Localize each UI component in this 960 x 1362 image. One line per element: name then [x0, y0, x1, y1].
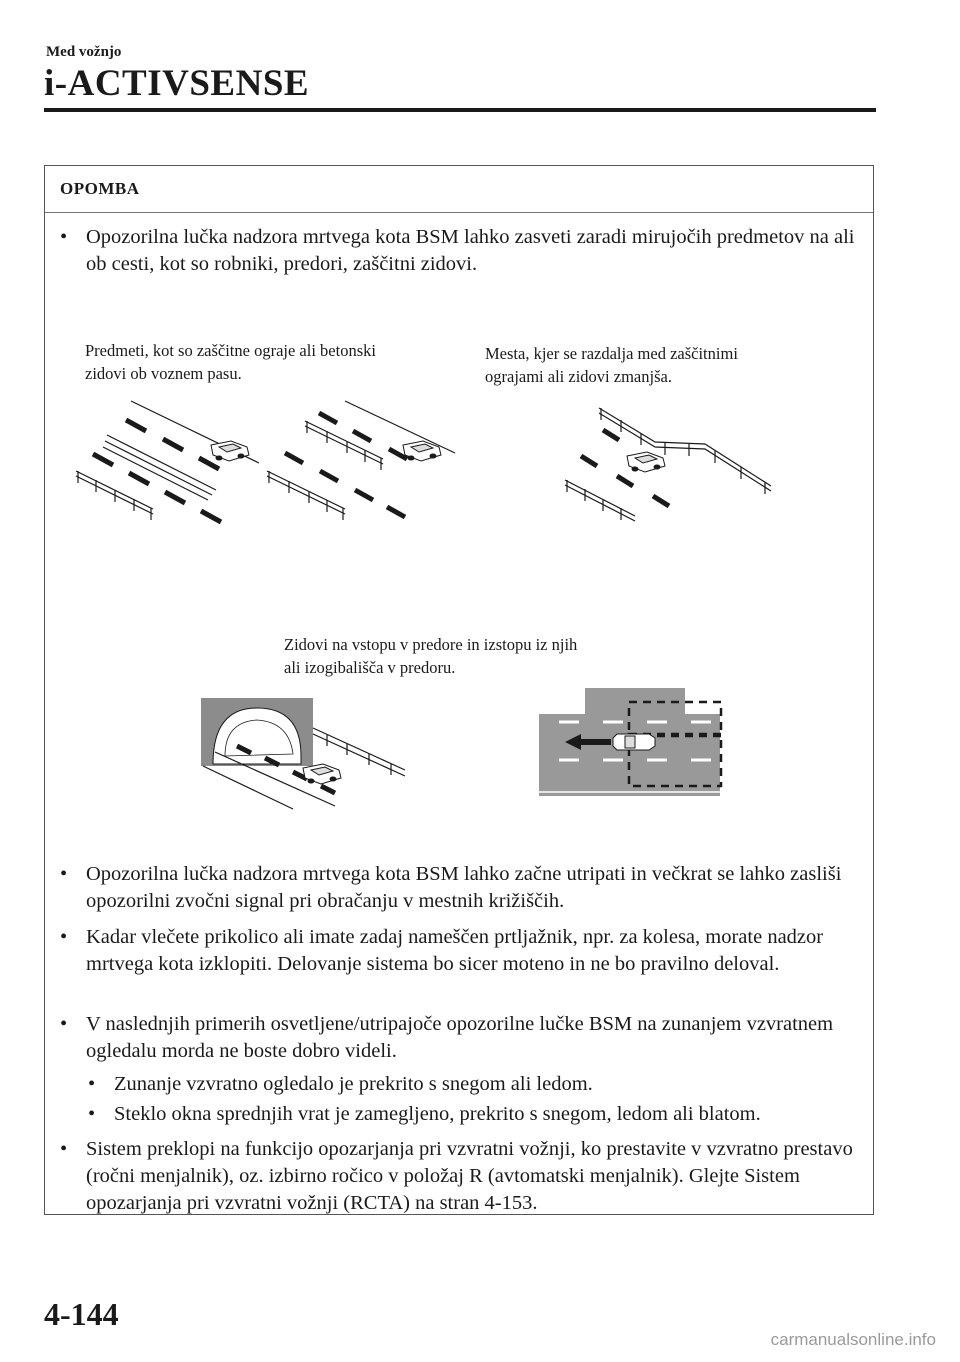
note-bullet-text: Kadar vlečete prikolico ali imate zadaj nameščen prtljažnik, npr. za kolesa, morate nadzor mrtvega kota izklopiti. Delovanje sistema bo sicer moteno in ne bo pravilno deloval.	[86, 926, 824, 975]
page-title: i-ACTIVSENSE	[44, 63, 310, 104]
caption-center-line-1: Zidovi na vstopu v predore in izstopu iz njih	[284, 635, 578, 654]
illustration-roadside-barrier	[71, 401, 261, 521]
note-sub-bullet-text: Zunanje vzvratno ogledalo je prekrito s snegom ali ledom.	[114, 1073, 593, 1095]
caption-right-line-1: Mesta, kjer se razdalja med zaščitnimi	[485, 344, 738, 363]
caption-left-line-2: zidovi ob voznem pasu.	[85, 364, 242, 383]
note-box	[44, 165, 874, 1215]
note-bullet-text: Sistem preklopi na funkcijo opozarjanja pri vzvratni vožnji, ko prestavite v vzvratno prestavo (ročni menjalnik), oz. izbirno ročico v položaj R (avtomatski menjalnik). Glejte Sistem opozarjanja pri vzvratni vožnji (RCTA) na stran 4-153.	[86, 1138, 853, 1214]
caption-center-line-2: ali izogibališča v predoru.	[284, 658, 456, 677]
sub-bullet-icon: •	[88, 1103, 96, 1125]
illustration-narrowing-barrier	[565, 404, 775, 524]
note-header	[45, 166, 873, 213]
page-number: 4-144	[44, 1296, 119, 1332]
note-sub-bullet-text: Steklo okna sprednjih vrat je zamegljeno, prekrito s snegom, ledom ali blatom.	[114, 1103, 761, 1125]
watermark: carmanualsonline.info	[770, 1330, 936, 1349]
note-bullet-text: Opozorilna lučka nadzora mrtvega kota BSM lahko zasveti zaradi mirujočih predmetov na ali ob cesti, kot so robniki, predori, zaščitni zidovi.	[86, 226, 855, 275]
note-bullet-text: V naslednjih primerih osvetljene/utripajoče opozorilne lučke BSM na zunanjem vzvratnem ogledalu morda ne boste dobro videli.	[86, 1013, 834, 1062]
illustration-double-barrier	[265, 401, 455, 521]
bullet-icon: •	[60, 863, 68, 885]
note-heading: OPOMBA	[60, 179, 140, 198]
illustration-tunnel	[195, 694, 415, 809]
section-label: Med vožnjo	[46, 44, 122, 60]
bullet-icon: •	[60, 1138, 68, 1160]
bullet-icon: •	[60, 926, 68, 948]
bullet-icon: •	[60, 226, 68, 248]
title-rule	[44, 108, 876, 112]
illustration-passing-bay	[535, 684, 725, 799]
caption-right-line-2: ograjami ali zidovi zmanjša.	[485, 367, 672, 386]
caption-left-line-1: Predmeti, kot so zaščitne ograje ali betonski	[85, 341, 376, 360]
sub-bullet-icon: •	[88, 1073, 96, 1095]
bullet-icon: •	[60, 1013, 68, 1035]
note-bullet-text: Opozorilna lučka nadzora mrtvega kota BSM lahko začne utripati in večkrat se lahko zasliši opozorilni zvočni signal pri obračanju v mestnih križiščih.	[86, 863, 842, 912]
